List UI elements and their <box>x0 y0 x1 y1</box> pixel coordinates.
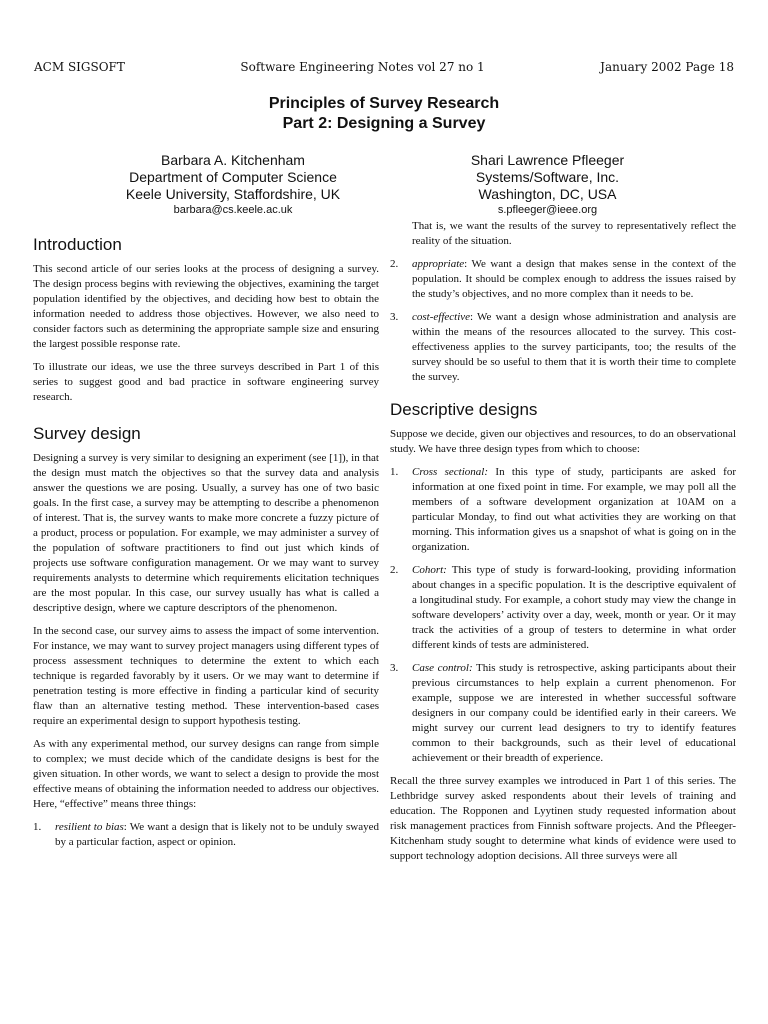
author-name: Shari Lawrence Pfleeger <box>470 152 625 168</box>
list-text: This study is retrospective, asking participants about their previous circumstances to help explain a current phenomenon. For example, suppose we are interested in whether successful software designers in our company could be identified early in their careers. We might survey our current lead designers to try to identify features common to their backgrounds, such as their level of educational achievement or their breadth of experience. <box>412 662 737 764</box>
intro-paragraph-2: To illustrate our ideas, we use the three surveys described in Part 1 of this series to suggest good and bad practice in software engineering survey research. <box>33 361 379 403</box>
paper-title <box>0 94 768 134</box>
list-text: : We want a design that makes sense in the context of the population. It should be complex enough to address the issues raised by the study’s objectives, and no more complex than it needs to be. <box>412 258 736 300</box>
list-text: : We want a design that is likely not to be unduly swayed by a particular faction, aspect or opinion. <box>55 821 379 848</box>
list-item <box>33 820 379 850</box>
list-term: Cross sectional: <box>412 466 489 478</box>
author-dept: Systems/Software, Inc. <box>475 169 620 185</box>
author-email: s.pfleeger@ieee.org <box>497 204 598 216</box>
list-item <box>390 563 736 653</box>
author-org: Washington, DC, USA <box>478 186 617 202</box>
header-center: Software Engineering Notes vol 27 no 1 <box>240 60 485 74</box>
list-number: 3. <box>390 311 399 323</box>
design-types-list <box>390 465 736 766</box>
list-term: cost-effective <box>412 311 471 323</box>
header-right: January 2002 Page 18 <box>600 60 734 74</box>
intro-paragraph-1: This second article of our series looks at the process of designing a survey. The design process begins with reviewing the objectives, examining the target population identified by the objectives, and deciding how best to obtain the information needed to address those objectives. However, we also need to consider factors such as determining the appropriate sample size and ensuring the largest possible response rate. <box>33 263 379 350</box>
list-number: 2. <box>390 258 399 270</box>
list-item <box>390 465 736 555</box>
right-column <box>390 219 736 872</box>
author-name: Barbara A. Kitchenham <box>161 152 305 168</box>
list-text: In this type of study, participants are asked for information at one fixed point in time. For example, we may poll all the members of a software development organization at 10AM on a particular Monday, to find out what activities they are working on that morning. This information gives us a snapshot of what is going on in the organization. <box>412 466 736 553</box>
descriptive-paragraph-2: Recall the three survey examples we introduced in Part 1 of this series. The Lethbridge survey asked respondents about their levels of training and education. The Ropponen and Lyytinen study requested information about risk management practices from Finnish software projects. And the Pfleeger-Kitchenham study sought to determine what kinds of evidence were used to support technology adoption decisions. All three surveys were all <box>390 775 736 862</box>
continuation-text: That is, we want the results of the survey to representatively reflect the reality of the situation. <box>412 220 736 247</box>
section-heading-survey-design: Survey design <box>33 424 141 443</box>
list-text: : We want a design whose administration and analysis are within the means of the resources allocated to the survey. This cost-effectiveness applies to the survey participants, too; the results of the survey should be so useful to them that it is worth their time to complete the survey. <box>412 311 736 383</box>
author-org: Keele University, Staffordshire, UK <box>125 186 341 202</box>
list-number: 2. <box>390 564 399 576</box>
list-term: appropriate <box>412 258 465 270</box>
list-item <box>390 257 736 302</box>
effectiveness-list <box>33 820 379 850</box>
header-left: ACM SIGSOFT <box>34 60 125 74</box>
section-heading-introduction: Introduction <box>33 235 122 254</box>
list-number: 1. <box>390 466 399 478</box>
effectiveness-list-continued <box>390 257 736 385</box>
survey-design-paragraph-2: In the second case, our survey aims to assess the impact of some intervention. For instance, we may want to survey project managers using different types of process assessment techniques to determine the extent to which each technique is regarded favorably by it users. Or we may want to determine if penetration testing is more effective in finding a particular kind of security flaw than an alternative testing method. These intervention-based cases require an experimental design to support hypothesis testing. <box>33 625 379 727</box>
list-number: 1. <box>33 821 42 833</box>
title-line-1: Principles of Survey Research <box>268 95 500 112</box>
author-block-2 <box>395 152 700 218</box>
list-text: This type of study is forward-looking, providing information about changes in a specific population. It is the descriptive equivalent of a longitudinal study. For example, a cohort study may view the change in software developers’ activity over a day, week, month or year. Or it may track the activities of a group of testers to determine in what order different kinds of tests are administered. <box>412 564 736 651</box>
author-email: barbara@cs.keele.ac.uk <box>173 204 293 216</box>
survey-design-paragraph-3: As with any experimental method, our survey designs can range from simple to complex; we must decide which of the candidate designs is best for the given situation. In other words, we want to select a design to provide the most effective means of obtaining the information needed to address our objectives. Here, “effective” means three things: <box>33 738 379 810</box>
list-term: Case control: <box>412 662 473 674</box>
list-term: Cohort: <box>412 564 447 576</box>
list-item <box>390 661 736 766</box>
running-header <box>34 60 734 74</box>
section-heading-descriptive-designs: Descriptive designs <box>390 400 538 419</box>
list-number: 3. <box>390 662 399 674</box>
title-line-2: Part 2: Designing a Survey <box>282 115 486 132</box>
descriptive-paragraph-1: Suppose we decide, given our objectives and resources, to do an observational study. We have three design types from which to choose: <box>390 428 736 455</box>
survey-design-paragraph-1: Designing a survey is very similar to designing an experiment (see [1]), in that the design must match the objectives so that the survey data and analysis answer the questions we are posing. Usually, a survey has one of two basic goals. In the first case, a survey may be attempting to describe a phenomenon of interest. That is, the survey wants to make more concrete a fuzzy picture of a product, process or population. For example, we may administer a survey of the population of software practitioners to find out just which kinds of projects use software configuration management. Or we may want to survey requirements analysts to determine which requirements elicitation techniques are the most popular. In this case, our survey usually has what is called a descriptive design, where we capture descriptors of the phenomenon. <box>33 452 379 614</box>
list-item <box>390 310 736 385</box>
left-column <box>33 234 379 858</box>
list-term: resilient to bias <box>55 821 124 833</box>
author-dept: Department of Computer Science <box>129 169 337 185</box>
author-block-1 <box>88 152 378 218</box>
